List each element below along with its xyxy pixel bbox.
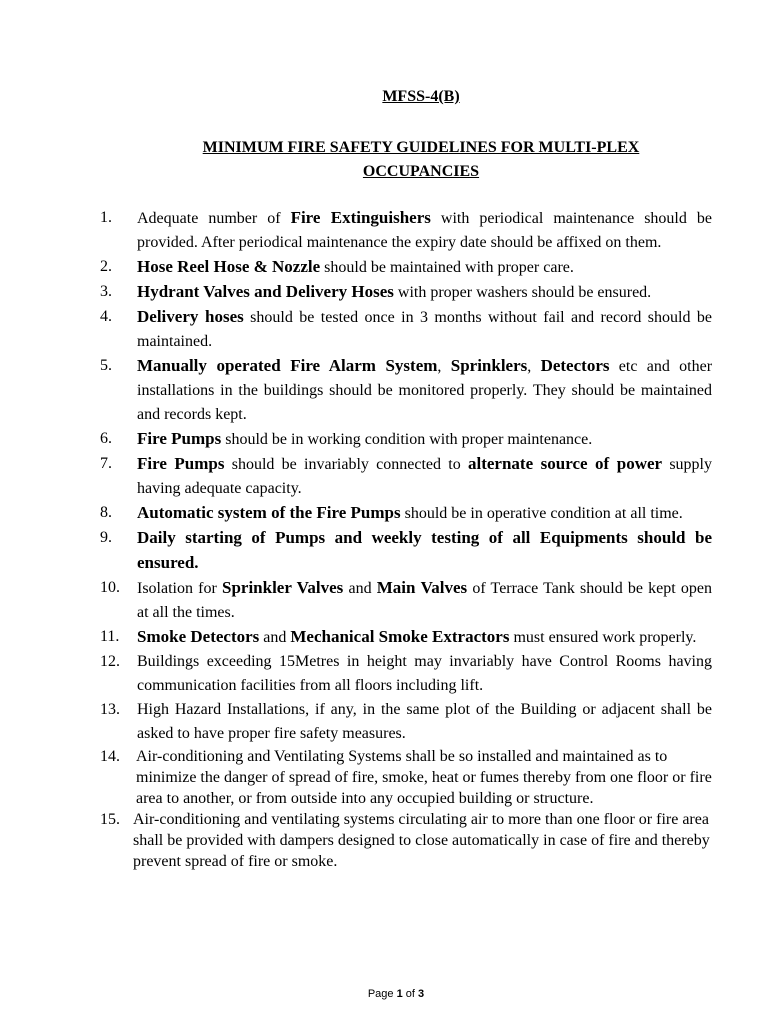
document-title: MINIMUM FIRE SAFETY GUIDELINES FOR MULTI-PLEX OCCUPANCIES <box>202 139 640 180</box>
guideline-item <box>100 501 712 526</box>
guideline-text-run: should be maintained with proper care. <box>320 259 574 276</box>
guideline-number: 4. <box>100 308 112 325</box>
guideline-text <box>137 354 712 427</box>
guideline-number: 2. <box>100 258 112 275</box>
document-code: MFSS-4(B) <box>382 88 460 105</box>
guideline-item <box>100 698 712 746</box>
guideline-text <box>137 452 712 501</box>
guideline-item <box>100 746 712 809</box>
guideline-text-run: should be in operative condition at all time. <box>400 505 683 522</box>
guidelines-list <box>100 206 712 872</box>
guideline-text <box>136 746 712 809</box>
guideline-text <box>133 809 712 872</box>
guideline-text-run: should be invariably connected to <box>224 456 468 473</box>
guideline-text <box>137 526 712 576</box>
guideline-text <box>137 280 712 305</box>
guideline-text-run: Buildings exceeding 15Metres in height may invariably have Control Rooms having communication facilities from all floors including lift. <box>137 653 712 694</box>
page-footer <box>0 988 768 1000</box>
guideline-text-run: of Terrace Tank should be kept open at all the times. <box>137 580 712 621</box>
guideline-item <box>100 526 712 576</box>
guideline-number: 10. <box>100 579 120 596</box>
guideline-emphasis: Hose Reel Hose & Nozzle <box>137 257 321 276</box>
guideline-emphasis: Fire Pumps <box>137 454 225 473</box>
guideline-emphasis: Daily starting of Pumps and weekly testing of all Equipments should be ensured. <box>137 528 712 572</box>
guideline-emphasis: Fire Extinguishers <box>290 208 431 227</box>
guideline-text-run: with periodical maintenance should be provided. After periodical maintenance the expiry date should be affixed on them. <box>137 210 713 251</box>
guideline-emphasis: Sprinkler Valves <box>221 578 344 597</box>
guideline-text-run: Adequate number of <box>137 210 291 227</box>
page-of: of <box>402 988 419 1000</box>
guideline-number: 5. <box>100 357 112 374</box>
guideline-text <box>137 305 712 354</box>
guideline-emphasis: Mechanical Smoke Extractors <box>290 627 510 646</box>
guideline-text-run: should be tested once in 3 months without fail and record should be maintained. <box>137 309 712 350</box>
guideline-number: 14. <box>100 748 120 765</box>
guideline-emphasis: alternate source of power <box>468 454 663 473</box>
guideline-text <box>137 427 712 452</box>
guideline-text-run: High Hazard Installations, if any, in the same plot of the Building or adjacent shall be asked to have proper fire safety measures. <box>137 701 712 742</box>
guideline-text <box>137 576 712 625</box>
guideline-text-run: and <box>259 629 291 646</box>
guideline-text-run: Air-conditioning and Ventilating Systems shall be so installed and maintained as to minimize the danger of spread of fire, smoke, heat or fumes thereby from one floor or fire area to another, or from outside into any occupied building or structure. <box>136 748 712 807</box>
guideline-item <box>100 427 712 452</box>
page-total: 3 <box>418 988 425 1000</box>
guideline-item <box>100 305 712 354</box>
guideline-emphasis: Manually operated Fire Alarm System <box>137 356 438 375</box>
guideline-text-run: supply having adequate capacity. <box>137 456 712 497</box>
guideline-emphasis: Delivery hoses <box>137 307 244 326</box>
guideline-number: 1. <box>100 209 112 226</box>
guideline-number: 9. <box>100 529 112 546</box>
guideline-number: 13. <box>100 701 120 718</box>
guideline-number: 15. <box>100 811 120 828</box>
guideline-emphasis: Detectors <box>540 356 610 375</box>
guideline-item <box>100 650 712 698</box>
guideline-emphasis: Smoke Detectors <box>137 627 260 646</box>
guideline-number: 8. <box>100 504 112 521</box>
guideline-text-run: Isolation for <box>137 580 222 597</box>
guideline-emphasis: Hydrant Valves and Delivery Hoses <box>137 282 394 301</box>
guideline-item <box>100 280 712 305</box>
guideline-number: 12. <box>100 653 120 670</box>
guideline-emphasis: Fire Pumps <box>137 429 222 448</box>
guideline-item <box>100 452 712 501</box>
guideline-text-run: should be in working condition with proper maintenance. <box>221 431 593 448</box>
guideline-item <box>100 809 712 872</box>
guideline-emphasis: Sprinklers <box>450 356 528 375</box>
guideline-text <box>137 625 712 650</box>
guideline-number: 3. <box>100 283 112 300</box>
guideline-text <box>137 698 712 746</box>
guideline-text-run: Air-conditioning and ventilating systems circulating air to more than one floor or fire area shall be provided with dampers designed to close automatically in case of fire and thereby prevent spread of fire or smoke. <box>133 811 710 870</box>
guideline-number: 7. <box>100 455 112 472</box>
guideline-item <box>100 206 712 255</box>
guideline-text-run: , <box>527 358 541 375</box>
guideline-number: 6. <box>100 430 112 447</box>
guideline-text-run: with proper washers should be ensured. <box>393 284 652 301</box>
guideline-text-run: etc and other installations in the buildings should be monitored properly. They should be maintained and records kept. <box>137 358 713 423</box>
guideline-number: 11. <box>100 628 120 645</box>
guideline-emphasis: Main Valves <box>376 578 468 597</box>
guideline-text <box>137 206 712 255</box>
guideline-emphasis: Automatic system of the Fire Pumps <box>137 503 401 522</box>
guideline-item <box>100 354 712 427</box>
guideline-text-run: must ensured work properly. <box>509 629 697 646</box>
guideline-text-run: , <box>437 358 451 375</box>
guideline-text-run: and <box>343 580 377 597</box>
page-current: 1 <box>396 988 403 1000</box>
guideline-text <box>137 650 712 698</box>
page-label: Page <box>367 988 397 1000</box>
guideline-item <box>100 255 712 280</box>
guideline-text <box>137 255 712 280</box>
guideline-text <box>137 501 712 526</box>
guideline-item <box>100 625 712 650</box>
guideline-item <box>100 576 712 625</box>
